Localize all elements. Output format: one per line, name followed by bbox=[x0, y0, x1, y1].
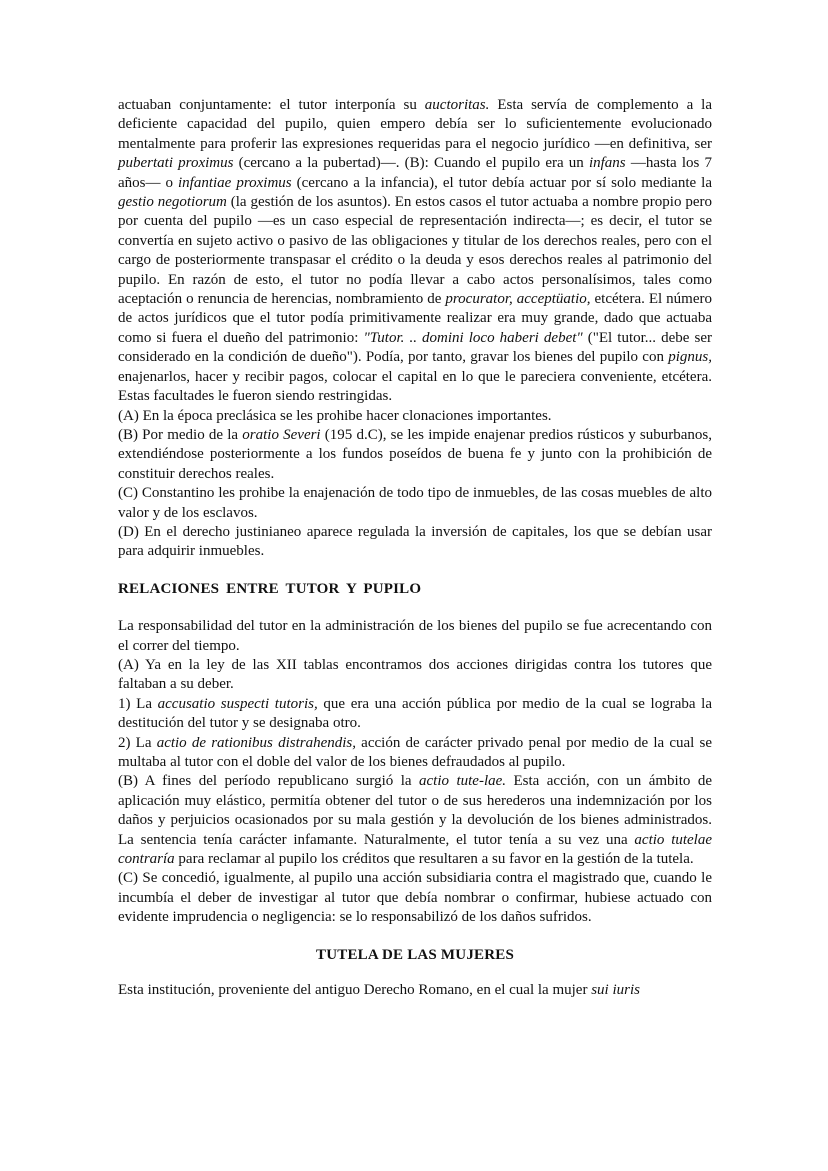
text-run: (la gestión de los asuntos). En estos casos el tutor actuaba a nombre propio pero por cuenta del pupilo —es un caso especial de representación indirecta—; es decir, el tutor se convertía en sujeto activo o pasivo de las obligaciones y titular de los derechos reales, pero con el cargo de posteriormente transpasar el crédito o la deuda y esos derechos reales al patrimonio del pupilo. En razón de esto, el tutor no podía llevar a cabo actos personalísimos, tales como aceptación o renuncia de herencias, nombramiento de bbox=[118, 194, 712, 308]
text-run: enajenarlos, hacer y recibir pagos, colocar el capital en lo que le pareciera conveniente, etcétera. Estas facultades le fueron siendo restringidas. bbox=[118, 368, 712, 405]
italic-term: infans bbox=[588, 155, 626, 172]
italic-term: pubertati proximus bbox=[118, 155, 234, 172]
text-run: (C) Constantino les prohibe la enajenación de todo tipo de inmuebles, de las cosas muebles de alto valor y de los esclavos. bbox=[118, 485, 712, 521]
italic-term: procurator, acceptüatio, bbox=[445, 291, 591, 308]
italic-term: accusatio suspecti tutoris, bbox=[157, 695, 318, 712]
text-run: actuaban conjuntamente: el tutor interponía su bbox=[118, 97, 425, 113]
section-heading-tutela-mujeres: TUTELA DE LAS MUJERES bbox=[316, 946, 514, 963]
list-item-a-preclassical bbox=[118, 407, 712, 426]
italic-term: actio de rationibus distrahendis, bbox=[156, 734, 356, 751]
spacer bbox=[118, 562, 712, 580]
text-run: 2) La bbox=[118, 734, 157, 751]
section-heading-relaciones: RELACIONES ENTRE TUTOR Y PUPILO bbox=[118, 580, 422, 597]
text-run: etcétera. El número de actos jurídicos que el tutor podía primitivamente realizar era muy grande, dado que actuaba como si fuera el dueño del patrimonio: bbox=[118, 291, 713, 346]
paragraph-tutela-mujeres bbox=[118, 981, 712, 1000]
list-item-c-magistrado bbox=[118, 869, 712, 927]
text-run: acción de carácter privado penal por medio de la cual se multaba al tutor con el doble del valor de los bienes defraudados al pupilo. bbox=[118, 734, 713, 770]
italic-term: "Tutor. .. domini loco haberi debet" bbox=[363, 329, 583, 346]
text-run: (C) Se concedió, igualmente, al pupilo una acción subsidiaria contra el magistrado que, cuando le incumbía el deber de investigar al tutor que debía nombrar o confirmar, hubiese actuado con evidente imprudencia o negligencia: se lo responsabilizó de los daños sufridos. bbox=[118, 870, 712, 926]
document-page bbox=[118, 96, 712, 1000]
text-run: que era una acción pública por medio de la cual se lograba la destitución del tutor y se designaba otro. bbox=[118, 695, 712, 732]
list-item-2-actio-rationibus bbox=[118, 734, 712, 773]
italic-term: auctoritas. bbox=[424, 97, 490, 113]
list-item-1-accusatio bbox=[118, 695, 712, 734]
text-run: (cercano a la pubertad)—. (B): Cuando el pupilo era un bbox=[233, 155, 589, 172]
text-run: La responsabilidad del tutor en la administración de los bienes del pupilo se fue acrecentando con el correr del tiempo. bbox=[118, 618, 712, 654]
text-run: Esta acción, con un ámbito de aplicación muy elástico, permitía obtener del tutor o de sus herederos una indemnización por los daños y perjuicios ocasionados por su mala gestión y la devolución de los bienes administrados. La sentencia tenía carácter infamante. Naturalmente, el tutor tenía a su vez una bbox=[118, 773, 712, 848]
text-run: (B) Por medio de la bbox=[118, 426, 243, 443]
list-item-a-xii-tablas bbox=[118, 656, 712, 695]
italic-term: actio tutelae contraría bbox=[118, 831, 713, 868]
spacer bbox=[118, 928, 712, 946]
list-item-c-constantine bbox=[118, 484, 712, 523]
text-run: (195 d.C), se les impide enajenar predios rústicos y suburbanos, extendiéndose posteriormente a los fundos poseídos de buena fe y junto con la prohibición de constituir derechos reales. bbox=[118, 426, 712, 482]
list-item-b-oratio-severi bbox=[118, 426, 712, 484]
paragraph-tutor-powers bbox=[118, 96, 712, 407]
list-item-d-justinian bbox=[118, 523, 712, 562]
spacer bbox=[118, 599, 712, 617]
italic-term: sui iuris bbox=[591, 982, 640, 999]
paragraph-responsabilidad bbox=[118, 617, 712, 656]
text-run: —hasta los 7 años— o bbox=[118, 155, 712, 191]
text-run: (A) Ya en la ley de las XII tablas encontramos dos acciones dirigidas contra los tutores que faltaban a su deber. bbox=[118, 656, 712, 693]
italic-term: gestio negotiorum bbox=[118, 194, 227, 211]
italic-term: oratio Severi bbox=[242, 426, 321, 443]
text-run: (A) En la época preclásica se les prohibe hacer clonaciones importantes. bbox=[118, 407, 552, 424]
italic-term: infantiae proximus bbox=[178, 174, 292, 191]
text-run: Esta institución, proveniente del antiguo Derecho Romano, en el cual la mujer bbox=[118, 982, 592, 999]
italic-term: actio tute-lae. bbox=[419, 773, 507, 790]
text-run: para reclamar al pupilo los créditos que resultaren a su favor en la gestión de la tutela. bbox=[174, 851, 694, 868]
text-run: ("El tutor... debe ser considerado en la condición de dueño"). Podía, por tanto, gravar los bienes del pupilo con bbox=[118, 329, 712, 366]
text-run: 1) La bbox=[118, 695, 158, 712]
text-run: Esta servía de complemento a la deficiente capacidad del pupilo, quien empero debía ser lo suficientemente evolucionado mentalmente para proferir las expresiones requeridas para el negocio jurídico —en definitiva, ser bbox=[118, 97, 712, 152]
text-run: (cercano a la infancia), el tutor debía actuar por sí solo mediante la bbox=[291, 174, 712, 191]
text-run: (B) A fines del período republicano surgió la bbox=[118, 773, 420, 790]
list-item-b-actio-tutelae bbox=[118, 772, 712, 869]
spacer bbox=[118, 965, 712, 981]
text-run: (D) En el derecho justinianeo aparece regulada la inversión de capitales, los que se debían usar para adquirir inmuebles. bbox=[118, 523, 712, 560]
italic-term: pignus, bbox=[668, 349, 712, 366]
